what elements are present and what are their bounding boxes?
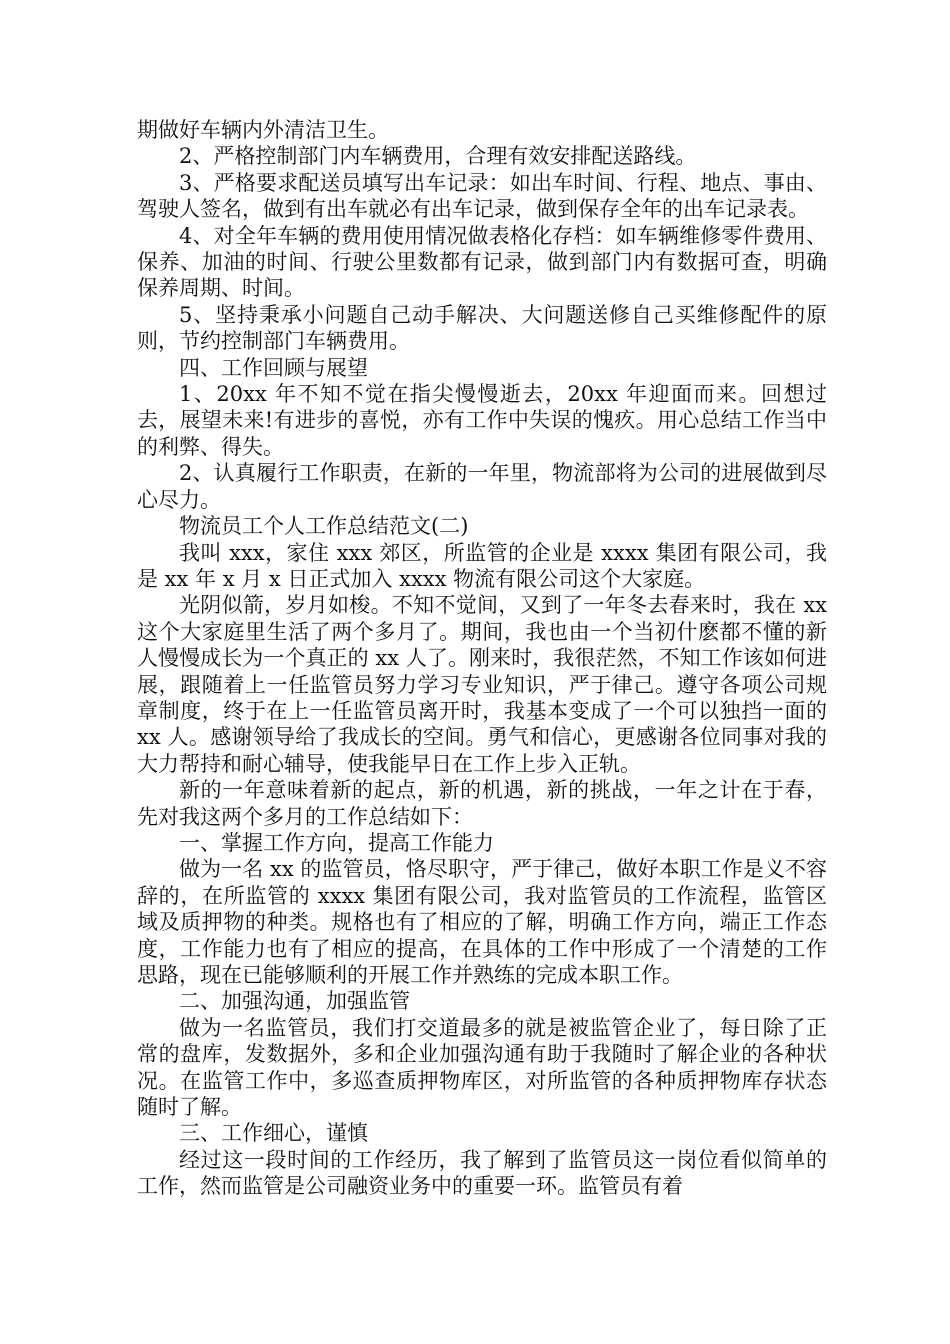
paragraph: 四、工作回顾与展望: [179, 355, 368, 380]
paragraph: 物流员工个人工作总结范文(二): [179, 514, 469, 539]
paragraph: 4、对全年车辆的费用使用情况做表格化存档：如车辆维修零件费用、保养、加油的时间、行驶公里数都有记录，做到部门内有数据可查，明确保养周期、时间。: [137, 223, 827, 301]
paragraph: 三、工作细心，谨慎: [179, 1121, 368, 1146]
paragraph: 一、掌握工作方向，提高工作能力: [179, 830, 494, 855]
paragraph: 经过这一段时间的工作经历，我了解到了监管员这一岗位看似简单的工作，然而监管是公司融资业务中的重要一环。监管员有着: [137, 1147, 827, 1199]
paragraph: 2、认真履行工作职责，在新的一年里，物流部将为公司的进展做到尽心尽力。: [137, 461, 827, 512]
paragraph: 我叫 xxx，家住 xxx 郊区，所监管的企业是 xxxx 集团有限公司，我是 xx 年 x 月 x 日正式加入 xxxx 物流有限公司这个大家庭。: [137, 540, 827, 591]
paragraph: 2、严格控制部门内车辆费用，合理有效安排配送路线。: [179, 144, 697, 169]
paragraph: 光阴似箭，岁月如梭。不知不觉间，又到了一年冬去春来时，我在 xx 这个大家庭里生活了两个多月了。期间，我也由一个当初什麽都不懂的新人慢慢成长为一个真正的 xx 人了。刚来时，我很茫然，不知工作该如何进展，跟随着上一任监管员努力学习专业知识，严于律己。遵守各项公司规章制度，终于在上一任监管员离开时，我基本变成了一个可以独挡一面的 xx 人。感谢领导给了我成长的空间。勇气和信心，更感谢各位同事对我的大力帮持和耐心辅导，使我能早日在工作上步入正轨。: [137, 593, 827, 776]
paragraph: 做为一名 xx 的监管员，恪尽职守，严于律己，做好本职工作是义不容辞的，在所监管的 xxxx 集团有限公司，我对监管员的工作流程，监管区域及质押物的种类。规格也有了相应的了解，明确工作方向，端正工作态度，工作能力也有了相应的提高，在具体的工作中形成了一个清楚的工作思路，现在已能够顺利的开展工作并熟练的完成本职工作。: [137, 857, 827, 987]
paragraph: 5、坚持秉承小问题自己动手解决、大问题送修自己买维修配件的原则，节约控制部门车辆费用。: [137, 302, 827, 354]
paragraph: 新的一年意味着新的起点，新的机遇，新的挑战，一年之计在于春，先对我这两个多月的工作总结如下：: [137, 778, 827, 829]
paragraph: 二、加强沟通，加强监管: [179, 989, 410, 1014]
paragraph: 做为一名监管员，我们打交道最多的就是被监管企业了，每日除了正常的盘库，发数据外，多和企业加强沟通有助于我随时了解企业的各种状况。在监管工作中，多巡查质押物库区，对所监管的各种质押物库存状态随时了解。: [137, 1015, 827, 1120]
paragraph: 期做好车辆内外清洁卫生。: [137, 118, 389, 142]
paragraph: 3、严格要求配送员填写出车记录：如出车时间、行程、地点、事由、驾驶人签名，做到有出车就必有出车记录，做到保存全年的出车记录表。: [137, 170, 827, 222]
document-body: [137, 117, 827, 1200]
paragraph: 1、20xx 年不知不觉在指尖慢慢逝去，20xx 年迎面而来。回想过去，展望未来!有进步的喜悦，亦有工作中失误的愧疚。用心总结工作当中的利弊、得失。: [137, 382, 827, 459]
